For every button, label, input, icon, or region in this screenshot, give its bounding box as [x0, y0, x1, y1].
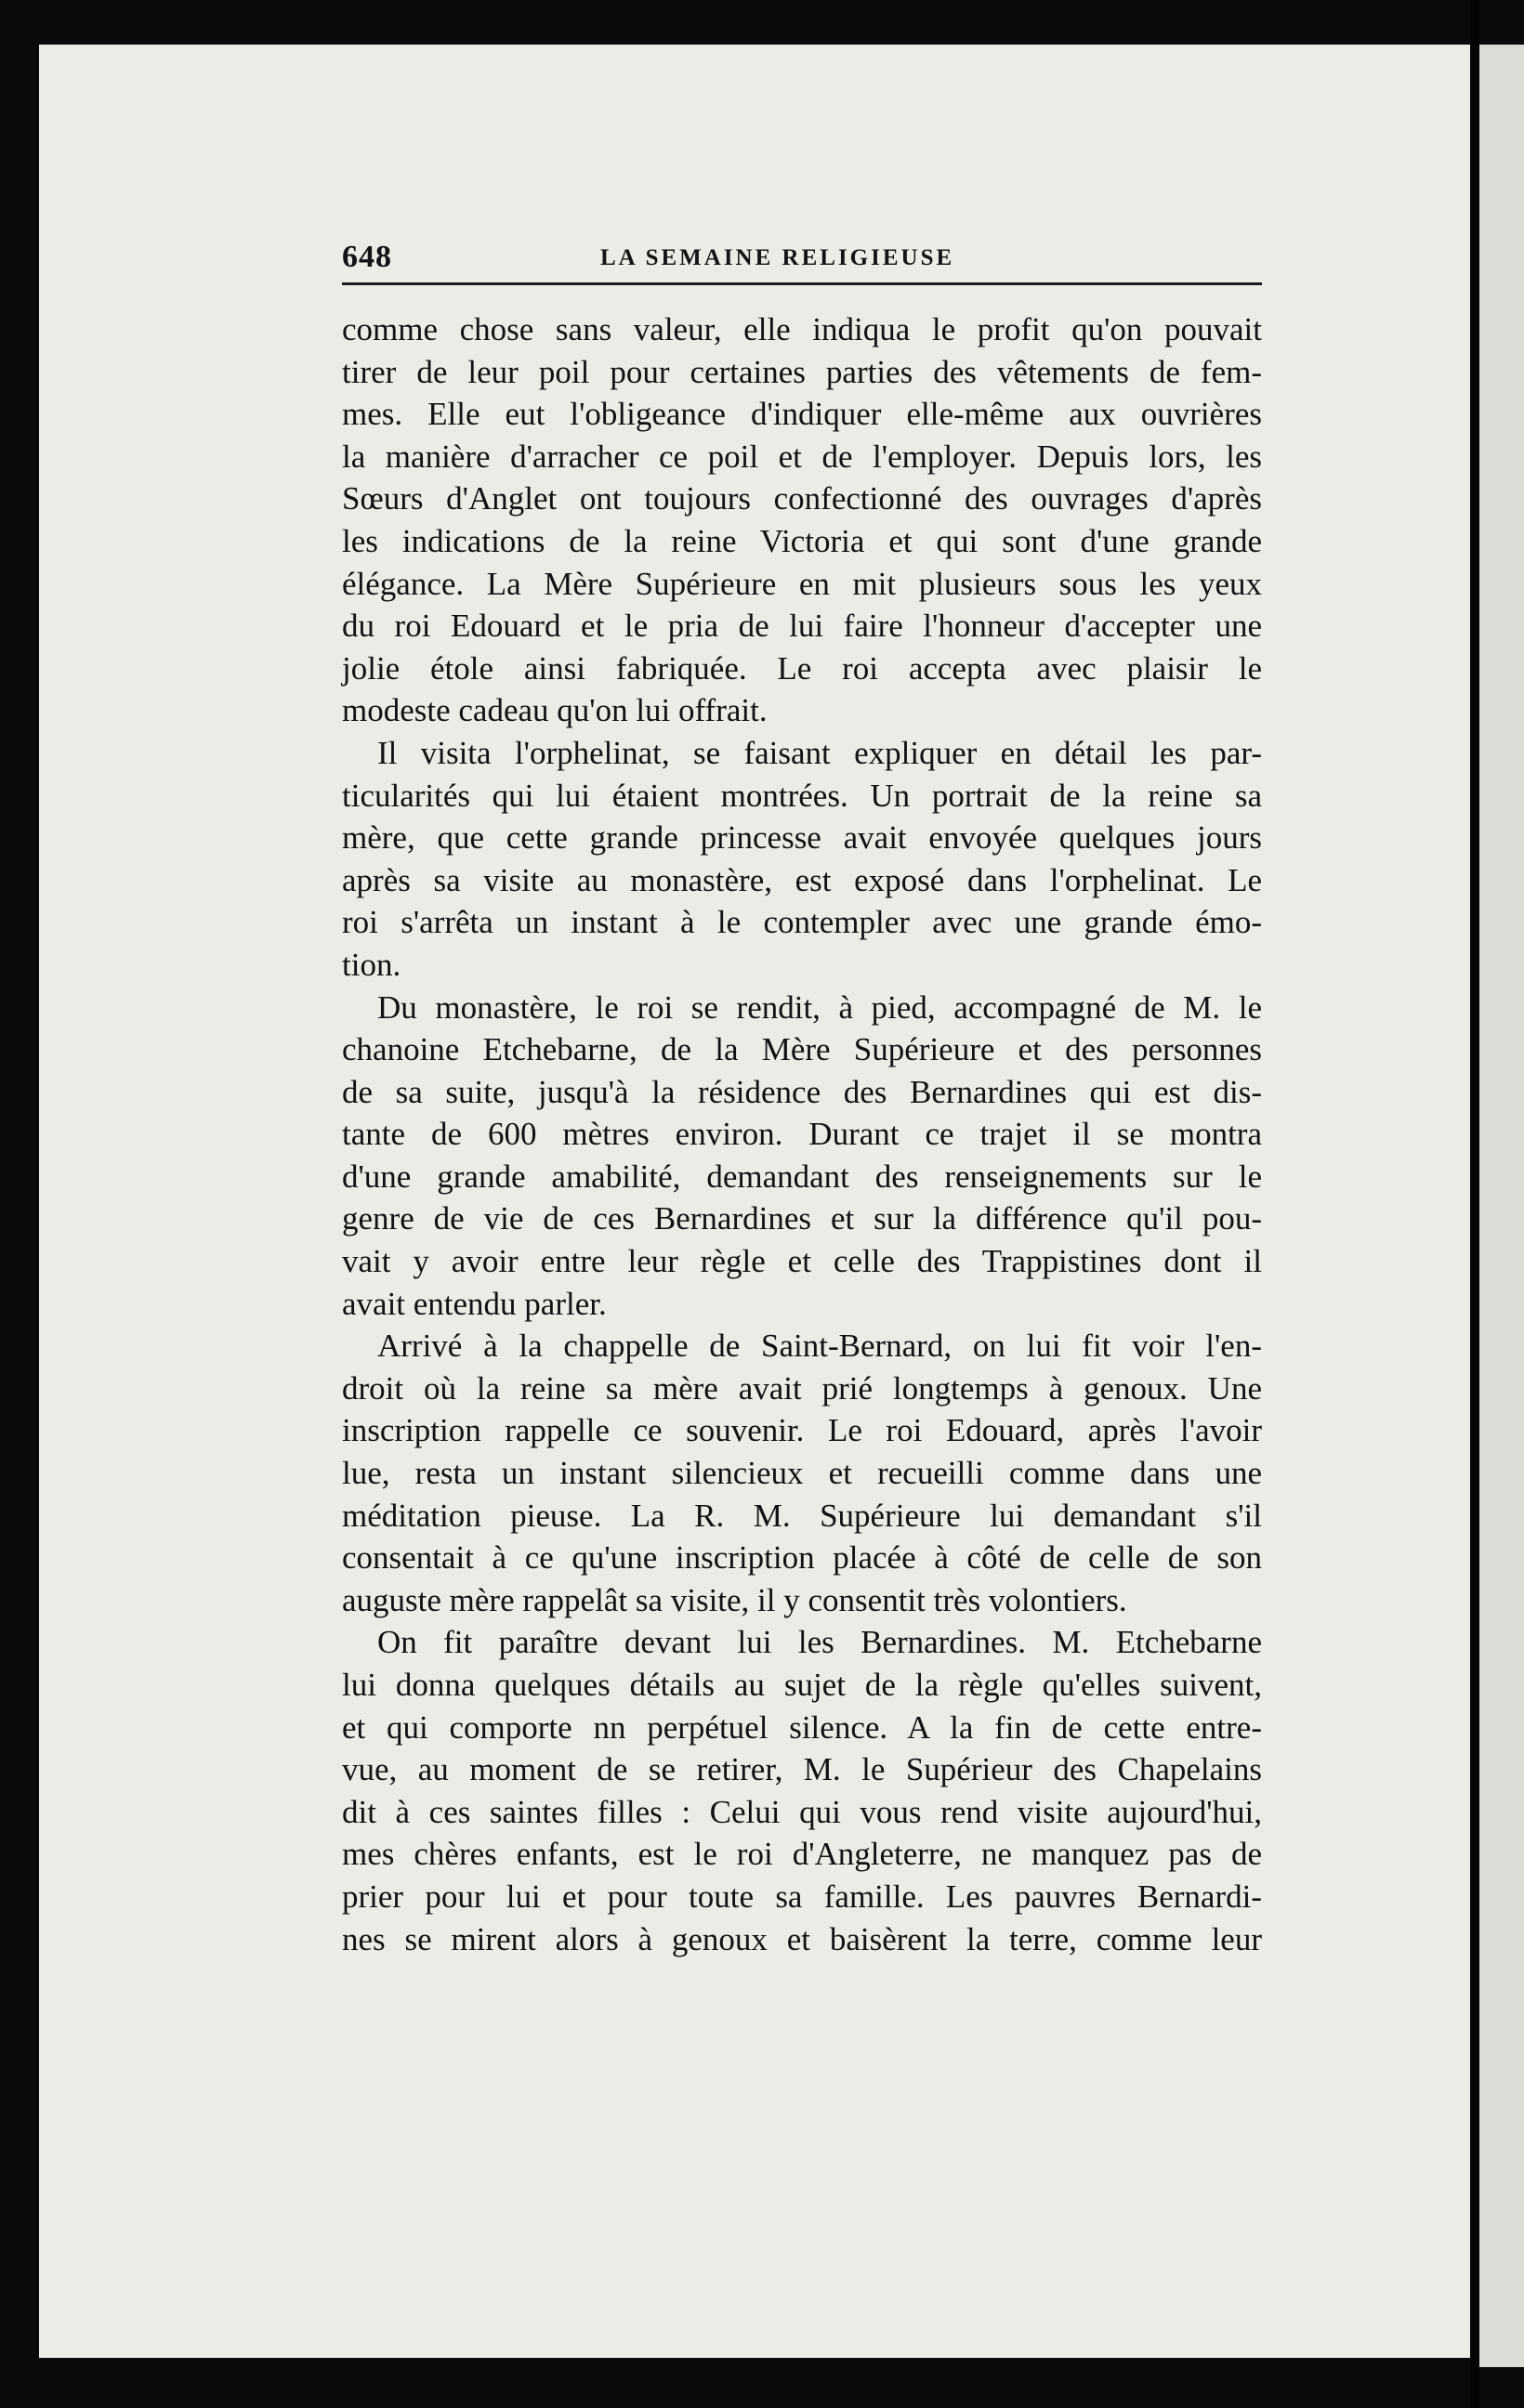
text-line: vait y avoir entre leur règle et celle des Trappistines dont il	[342, 1243, 1262, 1280]
text-line: d'une grande amabilité, demandant des renseignements sur le	[342, 1158, 1262, 1195]
text-line: de sa suite, jusqu'à la résidence des Bernardines qui est dis-	[342, 1073, 1262, 1110]
text-line: vue, au moment de se retirer, M. le Supérieur des Chapelains	[342, 1751, 1262, 1788]
running-header	[342, 240, 1262, 281]
text-line: droit où la reine sa mère avait prié longtemps à genoux. Une	[342, 1369, 1262, 1407]
text-line: chanoine Etchebarne, de la Mère Supérieure et des personnes	[342, 1031, 1262, 1068]
text-line: roi s'arrêta un instant à le contempler avec une grande émo-	[342, 904, 1262, 941]
page-gutter	[1470, 0, 1479, 2408]
text-line: comme chose sans valeur, elle indiqua le profit qu'on pouvait	[342, 311, 1262, 347]
adjacent-page-edge	[1479, 45, 1524, 2367]
text-line: Il visita l'orphelinat, se faisant expliquer en détail les par-	[377, 734, 1262, 771]
text-line: Sœurs d'Anglet ont toujours confectionné des ouvrages d'après	[342, 480, 1262, 517]
text-line: mes chères enfants, est le roi d'Angleterre, ne manquez pas de	[342, 1836, 1262, 1873]
header-rule	[342, 282, 1262, 285]
page-number: 648	[342, 240, 392, 274]
running-title: LA SEMAINE RELIGIEUSE	[600, 245, 955, 270]
text-line: auguste mère rappelât sa visite, il y consentit très volontiers.	[342, 1581, 1127, 1618]
text-line: Arrivé à la chappelle de Saint-Bernard, on lui fit voir l'en-	[377, 1328, 1262, 1365]
text-line: la manière d'arracher ce poil et de l'employer. Depuis lors, les	[342, 438, 1262, 475]
text-line: On fit paraître devant lui les Bernardines. M. Etchebarne	[377, 1624, 1262, 1661]
text-line: avait entendu parler.	[342, 1285, 607, 1322]
text-line: méditation pieuse. La R. M. Supérieure lui demandant s'il	[342, 1497, 1262, 1534]
text-line: du roi Edouard et le pria de lui faire l'honneur d'accepter une	[342, 608, 1262, 645]
body-text	[342, 308, 1262, 1960]
text-line: genre de vie de ces Bernardines et sur la différence qu'il pou-	[342, 1200, 1262, 1237]
text-line: les indications de la reine Victoria et qui sont d'une grande	[342, 522, 1262, 559]
text-line: jolie étole ainsi fabriquée. Le roi accepta avec plaisir le	[342, 649, 1262, 687]
text-line: tante de 600 mètres environ. Durant ce trajet il se montra	[342, 1116, 1262, 1153]
text-line: consentait à ce qu'une inscription placée à côté de celle de son	[342, 1539, 1262, 1577]
text-line: prier pour lui et pour toute sa famille. Les pauvres Bernardi-	[342, 1878, 1262, 1915]
text-line: tirer de leur poil pour certaines parties des vêtements de fem-	[342, 353, 1262, 390]
text-line: lue, resta un instant silencieux et recueilli comme dans une	[342, 1455, 1262, 1492]
text-line: Du monastère, le roi se rendit, à pied, accompagné de M. le	[377, 988, 1262, 1026]
text-line: mère, que cette grande princesse avait envoyée quelques jours	[342, 819, 1262, 857]
text-line: tion.	[342, 946, 401, 983]
text-line: modeste cadeau qu'on lui offrait.	[342, 692, 768, 729]
text-line: mes. Elle eut l'obligeance d'indiquer elle-même aux ouvrières	[342, 396, 1262, 433]
text-line: nes se mirent alors à genoux et baisèrent la terre, comme leur	[342, 1920, 1262, 1957]
text-line: et qui comporte nn perpétuel silence. A la fin de cette entre-	[342, 1708, 1262, 1746]
text-line: ticularités qui lui étaient montrées. Un portrait de la reine sa	[342, 777, 1262, 814]
text-line: inscription rappelle ce souvenir. Le roi Edouard, après l'avoir	[342, 1412, 1262, 1449]
text-line: élégance. La Mère Supérieure en mit plusieurs sous les yeux	[342, 565, 1262, 602]
text-line: lui donna quelques détails au sujet de la règle qu'elles suivent,	[342, 1667, 1262, 1703]
text-line: après sa visite au monastère, est exposé dans l'orphelinat. Le	[342, 861, 1262, 898]
text-line: dit à ces saintes filles : Celui qui vous rend visite aujourd'hui,	[342, 1793, 1262, 1830]
